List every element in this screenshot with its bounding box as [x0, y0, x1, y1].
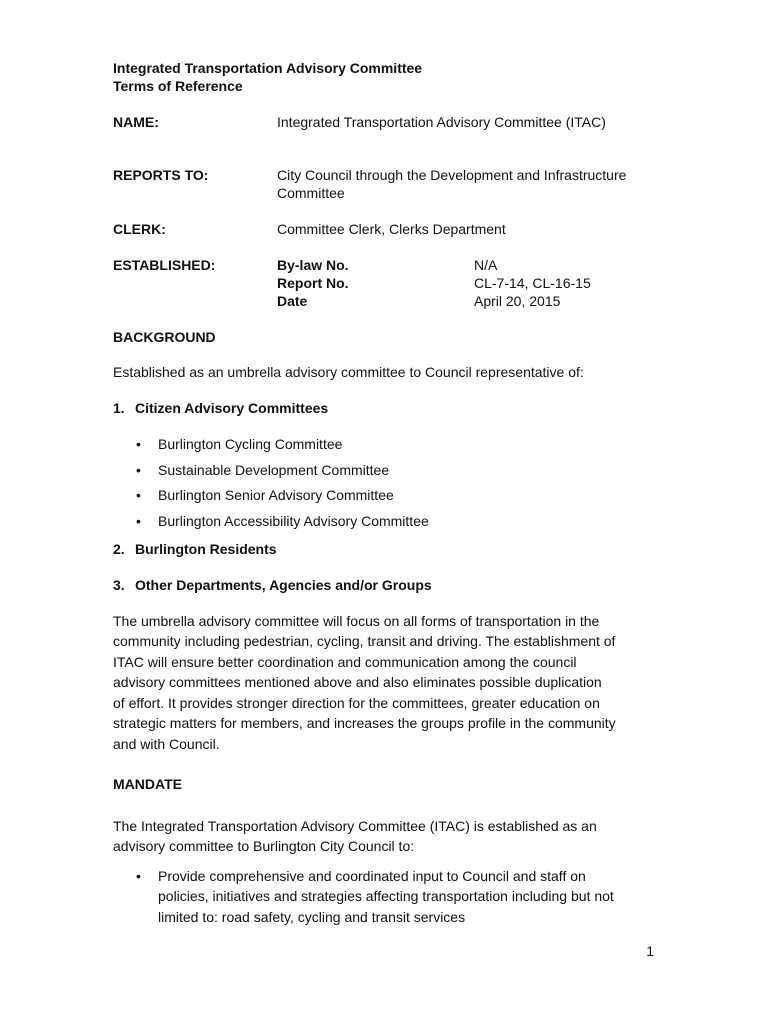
- bullet-icon: •: [136, 868, 141, 884]
- document-subtitle: Terms of Reference: [113, 78, 243, 94]
- mandate-intro-line: advisory committee to Burlington City Council to:: [113, 838, 415, 854]
- mandate-bullet-line: limited to: road safety, cycling and transit services: [158, 909, 466, 925]
- section-title-1: Citizen Advisory Committees: [135, 400, 329, 416]
- report-no-value: CL-7-14, CL-16-15: [474, 275, 591, 291]
- date-value: April 20, 2015: [474, 293, 561, 309]
- section-title-3: Other Departments, Agencies and/or Groups: [135, 577, 432, 593]
- mandate-intro-line: The Integrated Transportation Advisory Committee (ITAC) is established as an: [113, 818, 597, 834]
- mandate-heading: MANDATE: [113, 776, 182, 792]
- paragraph-line: of effort. It provides stronger direction for the committees, greater education on: [113, 695, 600, 711]
- report-no-label: Report No.: [277, 275, 349, 291]
- clerk-value: Committee Clerk, Clerks Department: [277, 221, 506, 237]
- bylaw-value: N/A: [474, 257, 498, 273]
- bylaw-label: By-law No.: [277, 257, 349, 273]
- reports-to-label: REPORTS TO:: [113, 167, 209, 183]
- reports-to-value-line2: Committee: [277, 185, 345, 201]
- paragraph-line: ITAC will ensure better coordination and communication among the council: [113, 654, 577, 670]
- background-heading: BACKGROUND: [113, 329, 216, 345]
- paragraph-line: advisory committees mentioned above and also eliminates possible duplication: [113, 674, 602, 690]
- bullet-icon: •: [136, 462, 141, 478]
- list-item: Burlington Cycling Committee: [158, 436, 343, 452]
- bullet-icon: •: [136, 487, 141, 503]
- name-value: Integrated Transportation Advisory Committee (ITAC): [277, 114, 606, 130]
- section-title-2: Burlington Residents: [135, 541, 277, 557]
- page-number: 1: [646, 943, 654, 959]
- date-label: Date: [277, 293, 308, 309]
- section-number-2: 2.: [113, 541, 125, 557]
- name-label: NAME:: [113, 114, 159, 130]
- list-item: Burlington Senior Advisory Committee: [158, 487, 394, 503]
- paragraph-line: community including pedestrian, cycling, transit and driving. The establishment of: [113, 633, 616, 649]
- mandate-bullet-line: policies, initiatives and strategies affecting transportation including but not: [158, 888, 614, 904]
- background-intro: Established as an umbrella advisory committee to Council representative of:: [113, 364, 584, 380]
- paragraph-line: The umbrella advisory committee will focus on all forms of transportation in the: [113, 613, 600, 629]
- document-title: Integrated Transportation Advisory Committee: [113, 60, 423, 76]
- section-number-1: 1.: [113, 400, 125, 416]
- section-number-3: 3.: [113, 577, 125, 593]
- mandate-bullet-line: Provide comprehensive and coordinated input to Council and staff on: [158, 868, 586, 884]
- bullet-icon: •: [136, 436, 141, 452]
- reports-to-value-line1: City Council through the Development and Infrastructure: [277, 167, 627, 183]
- paragraph-line: and with Council.: [113, 736, 220, 752]
- established-label: ESTABLISHED:: [113, 257, 216, 273]
- list-item: Sustainable Development Committee: [158, 462, 390, 478]
- list-item: Burlington Accessibility Advisory Committee: [158, 513, 429, 529]
- bullet-icon: •: [136, 513, 141, 529]
- clerk-label: CLERK:: [113, 221, 166, 237]
- paragraph-line: strategic matters for members, and increases the groups profile in the community: [113, 715, 616, 731]
